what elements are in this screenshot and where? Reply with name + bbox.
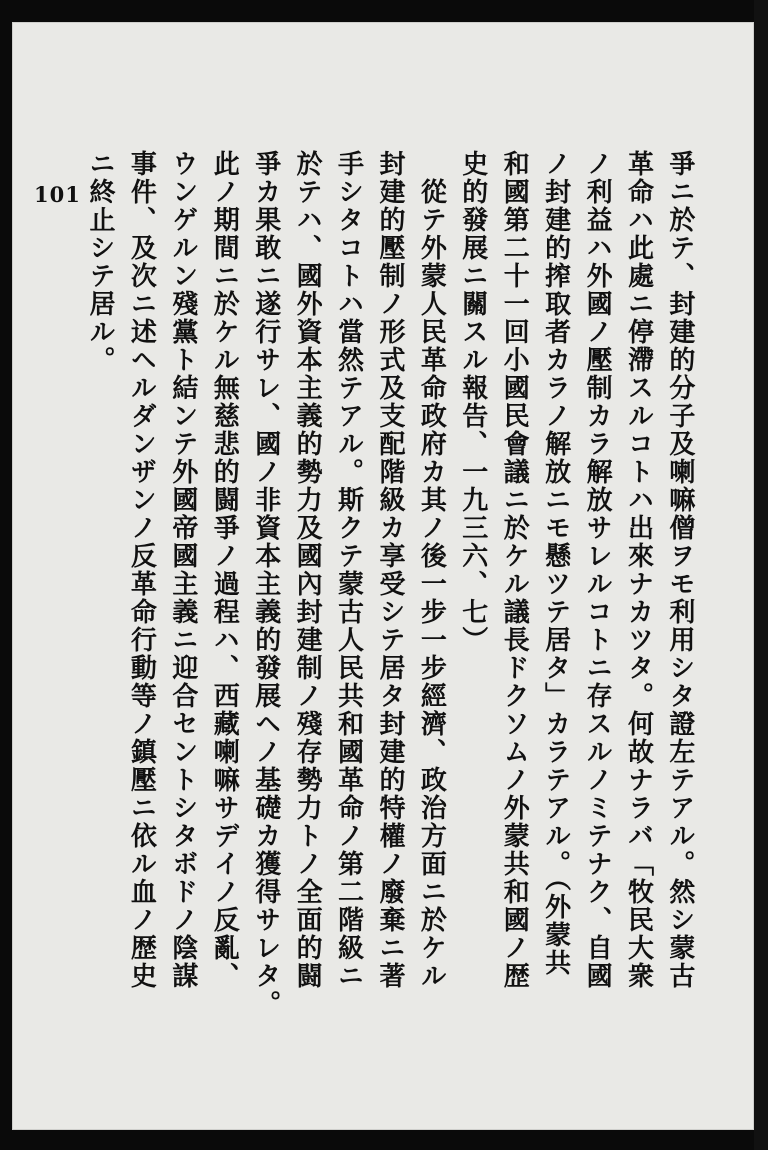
text-column-4: ノ封建的搾取者カラノ解放ニモ懸ツテ居タ」カラテアル。（外蒙共 (540, 150, 571, 977)
text-column-5: 和國第二十一回小國民會議ニ於ケル議長ドクソムノ外蒙共和國ノ歴 (499, 150, 530, 990)
text-column-14: 事件、及次ニ述ヘルダンザンノ反革命行動等ノ鎮壓ニ依ル血ノ歴史 (126, 150, 157, 990)
text-column-15: ニ終止シテ居ル。 (85, 150, 115, 374)
text-column-10: 於テハ、國外資本主義的勢力及國內封建制ノ殘存勢力トノ全面的闘 (292, 150, 323, 990)
text-column-1: 爭ニ於テ、封建的分子及喇嘛僧ヲモ利用シタ證左テアル。然シ蒙古 (664, 150, 695, 990)
text-column-11: 爭カ果敢ニ遂行サレ、國ノ非資本主義的發展ヘノ基礎カ獲得サレタ。 (250, 150, 281, 1018)
text-column-9: 手シタコトハ當然テアル。斯クテ蒙古人民共和國革命ノ第二階級ニ (333, 150, 364, 990)
text-column-3: ノ利益ハ外國ノ壓制カラ解放サレルコトニ存スルノミテナク、自國 (582, 150, 613, 990)
page-number: 101 (34, 182, 81, 207)
text-column-13: ウンゲルン殘黨ト結ンテ外國帝國主義ニ迎合セントシタボドノ陰謀 (167, 150, 198, 990)
vertical-text-block (80, 150, 700, 1050)
text-column-7: 從テ外蒙人民革命政府カ其ノ後一步一步經濟、政治方面ニ於ケル (416, 150, 447, 990)
text-column-2: 革命ハ此處ニ停滯スルコトハ出來ナカツタ。何故ナラバ「牧民大衆 (623, 150, 654, 990)
text-column-12: 此ノ期間ニ於ケル無慈悲的闘爭ノ過程ハ、西藏喇嘛サデイノ反亂、 (209, 150, 240, 990)
text-column-6: 史的發展ニ關スル報告、一九三六、七） (457, 150, 488, 654)
page-edge (754, 0, 768, 1150)
text-column-8: 封建的壓制ノ形式及支配階級カ享受シテ居タ封建的特權ノ廢棄ニ著 (374, 150, 405, 990)
